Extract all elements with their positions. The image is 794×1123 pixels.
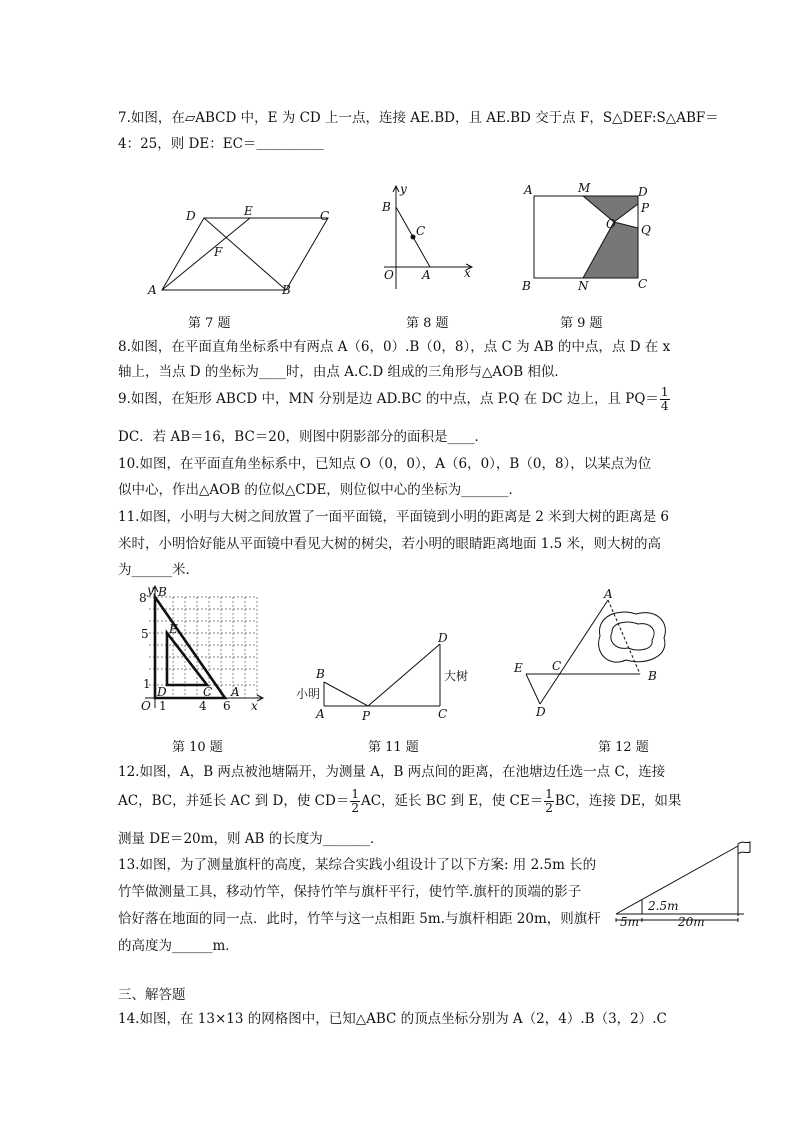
fig9-label-D: D — [638, 185, 648, 199]
fig10-label-y: y — [147, 583, 154, 597]
figure-10-grid — [135, 584, 265, 714]
fig13-label-pole: 2.5m — [648, 899, 679, 913]
fig10-label-B: B — [158, 585, 167, 599]
fig7-label-A: A — [148, 283, 157, 297]
fig8-label-O: O — [384, 268, 394, 282]
caption-fig11: 第 11 题 — [368, 740, 419, 755]
fig8-label-x: x — [464, 266, 471, 280]
q12-text-c: BC，连接 DE，如果 — [554, 793, 682, 809]
q7-line2: 4：25，则 DE：EC＝＿＿＿＿＿ — [118, 136, 324, 152]
q10-line2: 似中心，作出△AOB 的位似△CDE，则位似中心的坐标为_______． — [118, 482, 523, 498]
caption-fig7: 第 7 题 — [188, 316, 231, 331]
fig9-label-M: M — [578, 181, 591, 195]
fig11-label-A: A — [316, 707, 325, 721]
fig10-label-E: E — [169, 622, 178, 636]
q12-fraction-2 — [544, 788, 554, 815]
q12-text-a: AC，BC，并延长 AC 到 D，使 CD＝ — [118, 793, 350, 809]
q9-fraction — [660, 386, 670, 413]
fig9-label-B: B — [522, 279, 531, 293]
fig13-label-d1: 5m — [620, 915, 640, 929]
fig9-label-C: C — [638, 277, 648, 291]
fig10-tick-x6: 6 — [223, 699, 231, 713]
q9-text-a: 9.如图，在矩形 ABCD 中，MN 分别是边 AD.BC 的中点，点 P.Q 在 DC 边上，且 PQ＝ — [118, 391, 659, 407]
fig10-label-x: x — [251, 699, 258, 713]
q11-line1: 11.如图，小明与大树之间放置了一面平面镜，平面镜到小明的距离是 2 米到大树的距离是 6 — [118, 509, 670, 525]
fig9-label-P: P — [641, 201, 650, 215]
fig10-tick-8: 8 — [139, 591, 147, 605]
q10-line1: 10.如图，在平面直角坐标系中，已知点 O（0，0），A（6，0），B（0，8），以某点为位 — [118, 456, 652, 472]
q12-line3: 测量 DE＝20m，则 AB 的长度为_______． — [118, 831, 384, 847]
q9-frac-den: 4 — [660, 399, 669, 413]
q8-line1: 8.如图，在平面直角坐标系中有两点 A（6，0）.B（0，8），点 C 为 AB 的中点，点 D 在 x — [118, 339, 671, 355]
figure-9-rectangle — [520, 182, 660, 294]
q14-line1: 14.如图，在 13×13 的网格图中，已知△ABC 的顶点坐标分别为 A（2，4）.B（3，2）.C — [118, 1011, 667, 1027]
figure-7-parallelogram — [140, 198, 340, 298]
q12-line1: 12.如图，A，B 两点被池塘隔开，为测量 A，B 两点间的距离，在池塘边任选一点 C，连接 — [118, 764, 666, 780]
fig7-label-B: B — [282, 283, 291, 297]
fig8-label-C: C — [416, 224, 426, 238]
q13-line1: 13.如图，为了测量旗杆的高度，某综合实践小组设计了以下方案: 用 2.5m 长的 — [118, 857, 597, 873]
q12-frac2-num: 1 — [545, 787, 553, 801]
fig8-label-A: A — [422, 268, 431, 282]
fig12-label-D: D — [536, 705, 546, 719]
fig10-label-O: O — [141, 699, 151, 713]
q12-text-b: AC，延长 BC 到 E，使 CE＝ — [360, 793, 544, 809]
fig11-label-C: C — [438, 707, 448, 721]
q7-line1: 7.如图，在▱ABCD 中，E 为 CD 上一点，连接 AE.BD，且 AE.BD 交于点 F，S△DEF:S△ABF＝ — [118, 110, 719, 126]
figure-8-axes — [378, 183, 478, 295]
section-3-title: 三、解答题 — [118, 987, 186, 1003]
figure-12-pond — [508, 586, 678, 720]
fig13-label-d2: 20m — [678, 915, 705, 929]
q9-line2: DC．若 AB＝16，BC＝20，则图中阴影部分的面积是____． — [118, 429, 488, 445]
fig11-label-D: D — [438, 631, 448, 645]
fig9-label-A: A — [524, 183, 533, 197]
fig11-label-person: 小明 — [296, 687, 321, 701]
caption-fig9: 第 9 题 — [560, 316, 603, 331]
fig12-label-A: A — [604, 587, 613, 601]
fig10-label-A: A — [231, 685, 240, 699]
figure-13-flagpole — [612, 838, 772, 930]
q9-line1 — [118, 386, 671, 413]
fig10-label-D: D — [157, 685, 167, 699]
fig10-tick-x1: 1 — [159, 699, 167, 713]
fig10-label-C: C — [203, 685, 213, 699]
fig9-label-O: O — [606, 217, 616, 231]
q13-line3: 恰好落在地面的同一点．此时，竹竿与这一点相距 5m.与旗杆相距 20m，则旗杆 — [118, 911, 601, 927]
fig11-label-tree: 大树 — [444, 669, 469, 683]
q9-frac-num: 1 — [660, 385, 669, 399]
fig10-tick-1: 1 — [143, 677, 151, 691]
fig8-label-y: y — [400, 182, 407, 196]
fig11-label-B: B — [316, 667, 325, 681]
caption-fig8: 第 8 题 — [406, 316, 449, 331]
fig9-label-Q: Q — [641, 223, 651, 237]
q12-frac1-den: 2 — [351, 801, 359, 815]
fig7-label-D: D — [186, 209, 196, 223]
fig10-tick-x4: 4 — [199, 699, 207, 713]
fig11-label-P: P — [362, 709, 371, 723]
fig12-label-B: B — [648, 669, 657, 683]
fig8-label-B: B — [382, 200, 391, 214]
fig7-label-C: C — [320, 209, 330, 223]
caption-fig12: 第 12 题 — [598, 740, 649, 755]
fig12-label-E: E — [514, 661, 523, 675]
q12-frac1-num: 1 — [351, 787, 359, 801]
fig7-label-F: F — [214, 245, 223, 259]
q12-fraction-1 — [350, 788, 360, 815]
q13-line4: 的高度为______m． — [118, 938, 239, 954]
figure-11-mirror — [292, 632, 482, 722]
q11-line3: 为______米． — [118, 562, 199, 578]
fig9-label-N: N — [578, 279, 589, 293]
caption-fig10: 第 10 题 — [172, 740, 223, 755]
fig12-label-C: C — [552, 659, 562, 673]
q12-frac2-den: 2 — [545, 801, 553, 815]
fig7-label-E: E — [244, 204, 253, 218]
q12-line2 — [118, 788, 681, 815]
q11-line2: 米时，小明恰好能从平面镜中看见大树的树尖，若小明的眼睛距离地面 1.5 米，则大树的高 — [118, 536, 662, 552]
fig10-tick-5: 5 — [141, 627, 149, 641]
q8-line2: 轴上，当点 D 的坐标为____时，由点 A.C.D 组成的三角形与△AOB 相似． — [118, 364, 568, 380]
q13-line2: 竹竿做测量工具，移动竹竿，保持竹竿与旗杆平行，使竹竿.旗杆的顶端的影子 — [118, 884, 582, 900]
